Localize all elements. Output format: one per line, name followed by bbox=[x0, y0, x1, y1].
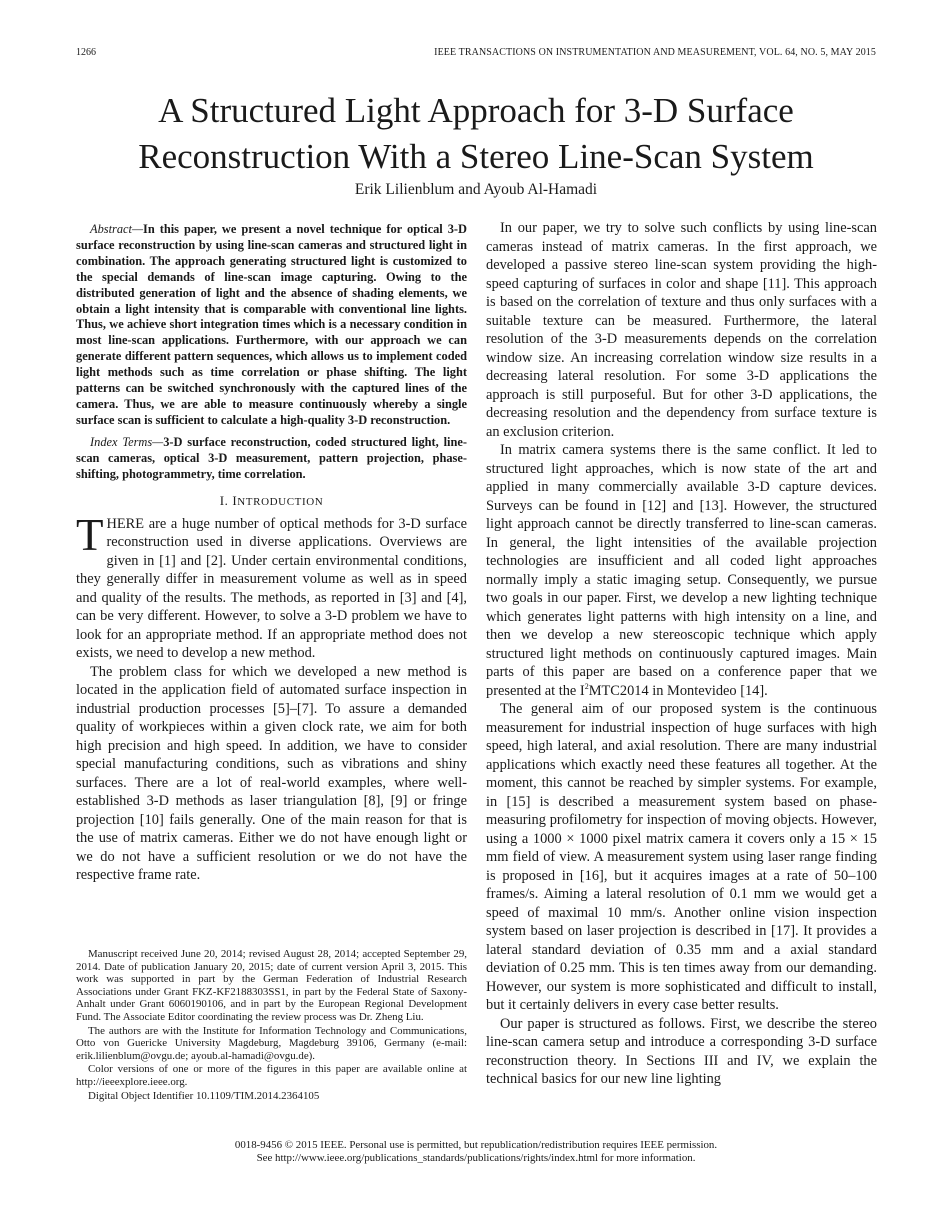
footnote-manuscript: Manuscript received June 20, 2014; revised August 28, 2014; accepted September 29, 2014. Date of publication January 20, 2015; date of current version April 3, 2015. This work was supported in part by the German Federation of Industrial Research Associations under Grant FKZ-KF2188303SS1, in part by the Federal State of Saxony-Anhalt under Grant 6060190106, and in part by the European Regional Development Fund. The Associate Editor coordinating the review process was Dr. Zheng Liu. bbox=[76, 948, 467, 1023]
copyright-line-1: 0018-9456 © 2015 IEEE. Personal use is permitted, but republication/redistribution requires IEEE permission. bbox=[234, 1139, 718, 1151]
footnote-doi: Digital Object Identifier 10.1109/TIM.2014.2364105 bbox=[88, 1089, 320, 1102]
title-line-2: Reconstruction With a Stereo Line-Scan System bbox=[138, 137, 814, 176]
introduction-body bbox=[76, 509, 467, 885]
right-paragraph-4: Our paper is structured as follows. First, we describe the stereo line-scan camera setup and introduce a corresponding 3-D surface reconstruction theory. In Sections III and IV, we explain the technical basics for our new line lighting bbox=[486, 1015, 877, 1087]
drop-cap: T bbox=[76, 509, 104, 560]
right-paragraph-2 bbox=[486, 441, 877, 700]
intro-paragraph-1 bbox=[76, 509, 467, 663]
section-title-initial: I bbox=[232, 492, 238, 508]
index-terms bbox=[76, 435, 467, 483]
left-column bbox=[76, 222, 467, 885]
intro-paragraph-2: The problem class for which we developed a new method is located in the application field of automated surface inspection in industrial production processes [5]–[7]. To assure a demanded quality of workpieces within a given clock rate, we aim for both high precision and high speed. In addition, we have to consider special manufacturing conditions, such as vibrations and shiny surfaces. There are a lot of real-world examples, where well-established 3-D methods as laser triangulation [8], [9] or fringe projection [10] fails generally. One of the main reason for that is the use of matrix cameras. Either we do not have enough light or we do not have a sufficient resolution or we do not have the respective frame rate. bbox=[76, 663, 467, 883]
footnote-color-versions: Color versions of one or more of the figures in this paper are available online at http://ieeexplore.ieee.org. bbox=[76, 1063, 467, 1088]
author-list: Erik Lilienblum and Ayoub Al-Hamadi bbox=[354, 181, 598, 198]
footnote-affiliation: The authors are with the Institute for Information Technology and Communications, Otto von Guericke University Magdeburg, Magdeburg 39106, Germany (e-mail: erik.lilienblum@ovgu.de; ayoub.al-hamadi@ovgu.de). bbox=[76, 1024, 467, 1062]
copyright-line-2: See http://www.ieee.org/publications_standards/publications/rights/index.html for more information. bbox=[256, 1152, 696, 1164]
intro-paragraph-1-text: HERE are a huge number of optical methods for 3-D surface reconstruction used in diverse applications. Overviews are given in [1] and [2]. Under certain environmental conditions, they generally differ in measurement volume as well as in speed and quality of the results. The methods, as reported in [3] and [4], can be very different. However, to solve a 3-D problem we have to look for an appropriate method. If an appropriate method does not exists, we need to develop a new method. bbox=[76, 515, 467, 661]
running-header bbox=[76, 47, 876, 61]
title-line-1: A Structured Light Approach for 3-D Surface bbox=[158, 91, 794, 130]
abstract-text: In this paper, we present a novel technique for optical 3-D surface reconstruction by using line-scan cameras and structured light in combination. The approach generating structured light is customized to the special demands of line-scan image capturing. Owing to the distributed generation of light and the absence of shading elements, we obtain a light intensity that is comparable with conventional line lights. Thus, we achieve short integration times which is a necessary condition in most line-scan applications. Furthermore, with our approach we can generate different pattern sequences, which allows us to implement coded light methods such as time correlation or phase shifting. The light patterns can be switched synchronously with the captured lines of the camera. Thus, we are able to measure continuously whereby a single surface scan is sufficient to calculate a high-quality 3-D reconstruction. bbox=[76, 222, 467, 427]
copyright-notice bbox=[60, 1139, 892, 1165]
right-paragraph-3: The general aim of our proposed system is the continuous measurement for industrial inspection of huge surfaces with high speed, high lateral, and axial resolution. There are many industrial applications which exactly need these features all together. At the moment, this cannot be reached by simpler systems. For example, in [15] is described a measurement system based on phase-measuring profilometry for inspection of moving objects. However, using a 1000 × 1000 pixel matrix camera it covers only a 15 × 15 mm field of view. A measurement system using laser range finding is proposed in [16], but it acquires images at a rate of 50–100 frames/s. Aiming a lateral resolution of 0.1 mm we would get a speed of maximal 10 mm/s. Another online vision inspection system based on laser projection is described in [17]. It provides a lateral standard deviation of 0.35 mm and a axial standard deviation of 0.25 mm. This is ten times away from our demanding. However, our system is more sophisticated and difficult to install, but it certainly delivers in every case better results. bbox=[486, 701, 877, 1013]
section-title-rest: NTRODUCTION bbox=[237, 495, 324, 508]
footnotes bbox=[76, 948, 467, 1103]
right-paragraph-2-text: In matrix camera systems there is the same conflict. It led to structured light approaches, which is now state of the art and applied in many commercially available 3-D capture devices. Surveys can be found in [12] and [13]. However, the structured light approach cannot be directly transferred to line-scan cameras. In general, the light intensities of the available projection technologies are insufficient and all coded light approaches normally imply a static imaging setup. Consequently, we pursue two goals in our paper. First, we develop a new lighting technique which generates light patterns with high intensity on a line, and then we develop a new stereoscopic technique which apply structured light methods on continuously captured images. Main parts of this paper are based on a conference paper that we presented at the I bbox=[486, 442, 877, 699]
right-paragraph-1: In our paper, we try to solve such conflicts by using line-scan cameras instead of matrix cameras. In the first approach, we developed a passive stereo line-scan system providing the high-speed capturing of surfaces in color and shape [11]. This approach is based on the correlation of texture and thus only surfaces with a suitable texture can be measured. Furthermore, the lateral resolution of the 3-D measurements depends on the correlation window size. An increasing correlation window size results in a decreasing lateral resolution. For some 3-D applications the approach is still purposeful. But for other 3-D applications, the decreasing resolution and the dependency from surface texture is an exclusion criterion. bbox=[486, 220, 877, 440]
section-numeral: I. bbox=[219, 492, 233, 508]
page-number: 1266 bbox=[76, 47, 96, 58]
superscript-2: 2 bbox=[584, 681, 589, 691]
index-terms-lead: Index Terms— bbox=[90, 434, 164, 449]
paper-title bbox=[60, 88, 892, 180]
section-heading-introduction bbox=[76, 493, 467, 509]
index-terms-text: 3-D surface reconstruction, coded structured light, line-scan cameras, optical 3-D measurement, pattern projection, phase-shifting, photogrammetry, time correlation. bbox=[76, 434, 467, 481]
right-column bbox=[486, 219, 877, 1089]
abstract bbox=[76, 222, 467, 429]
journal-name: IEEE TRANSACTIONS ON INSTRUMENTATION AND MEASUREMENT, VOL. 64, NO. 5, MAY 2015 bbox=[434, 47, 876, 58]
abstract-lead: Abstract— bbox=[90, 222, 144, 236]
right-paragraph-2-end: MTC2014 in Montevideo [14]. bbox=[588, 682, 768, 699]
